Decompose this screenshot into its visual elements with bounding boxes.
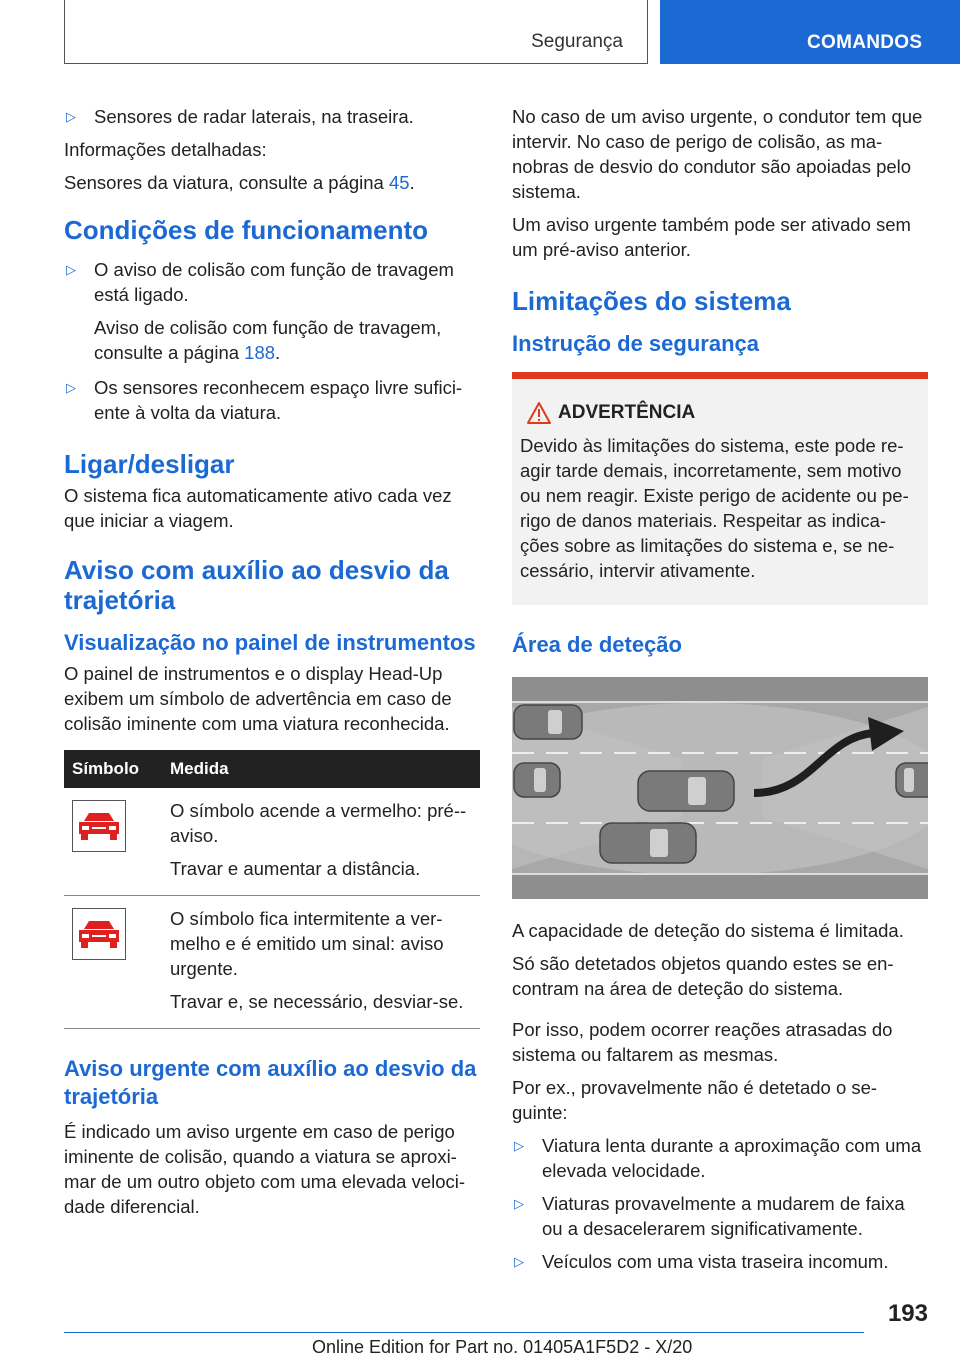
right-column	[512, 104, 928, 1282]
triangle-right-icon: ▷	[66, 109, 76, 124]
header-section-box	[64, 0, 648, 64]
header-chapter-tab[interactable]	[660, 0, 960, 64]
area-text-2: Só são detetados objetos quando estes se en‐contram na área de deteção do sistema.	[512, 953, 894, 999]
heading-limits: Limitações do sistema	[512, 286, 791, 316]
heading-conditions: Condições de funcionamento	[64, 215, 429, 245]
area-text-3: Por isso, podem ocorrer reações atrasadas do sistema ou faltarem as mesmas.	[512, 1019, 893, 1065]
triangle-right-icon: ▷	[66, 262, 76, 277]
page-link[interactable]: 188	[244, 342, 276, 363]
footer-divider	[64, 1332, 864, 1333]
area-text-1: A capacidade de deteção do sistema é limitada.	[512, 920, 904, 941]
intro-text-2: Um aviso urgente também pode ser ativado sem um pré-aviso anterior.	[512, 214, 911, 260]
heading-onoff: Ligar/desligar	[64, 449, 235, 479]
car-front-icon	[72, 800, 126, 852]
footer-edition: Online Edition for Part no. 01405A1F5D2 - X/20	[312, 1337, 693, 1357]
display-text: O painel de instrumentos e o display Head-Up exibem um símbolo de advertência em caso de colisão iminente com uma viatura reconhecida.	[64, 663, 452, 734]
warning-bar	[512, 372, 928, 379]
list-item-subtext: Aviso de colisão com função de travagem, consulte a página 188.	[94, 317, 442, 363]
list-item: ▷ Veículos com uma vista traseira incomum.	[514, 1251, 889, 1272]
table-cell-symbol	[64, 788, 162, 896]
table-row	[64, 788, 480, 896]
list-item: ▷ Sensores de radar laterais, na traseira.	[66, 106, 414, 127]
column-header-action: Medida	[162, 750, 480, 788]
triangle-right-icon: ▷	[514, 1138, 524, 1153]
car-front-icon	[72, 908, 126, 960]
symbol-table	[64, 750, 480, 1029]
heading-safety: Instrução de segurança	[512, 331, 759, 356]
detection-area-illustration	[512, 677, 928, 904]
list-item: ▷ O aviso de colisão com função de travagem está ligado.	[66, 259, 454, 305]
table-cell-action: O símbolo fica intermitente a ver‐melho e é emitido um sinal: aviso urgente. Travar e, se necessário, desviar-se.	[162, 896, 480, 1029]
warning-box	[512, 372, 928, 605]
warning-triangle-icon	[526, 401, 552, 432]
list-item: ▷ Os sensores reconhecem espaço livre sufici‐ente à volta da viatura.	[66, 377, 463, 423]
onoff-text: O sistema fica automaticamente ativo cada vez que iniciar a viagem.	[64, 485, 452, 531]
table-row	[64, 896, 480, 1029]
detail-text: Sensores da viatura, consulte a página 45.	[64, 172, 415, 193]
left-column	[64, 104, 480, 1227]
triangle-right-icon: ▷	[514, 1196, 524, 1211]
list-item: ▷ Viaturas provavelmente a mudarem de faixa ou a desacelerarem significativamente.	[514, 1193, 905, 1239]
intro-text-1: No caso de um aviso urgente, o condutor tem que intervir. No caso de perigo de colisão, as ma‐nobras de desvio do condutor são apoiadas pelo sistema.	[512, 106, 923, 202]
urgent-text: É indicado um aviso urgente em caso de perigo iminente de colisão, quando a viatura se aproxi‐mar de um outro objeto com uma elevada veloci‐dade diferencial.	[64, 1121, 466, 1217]
triangle-right-icon: ▷	[514, 1254, 524, 1269]
triangle-right-icon: ▷	[66, 380, 76, 395]
heading-urgent: Aviso urgente com auxílio ao desvio da trajetória	[64, 1056, 477, 1109]
warning-text: Devido às limitações do sistema, este pode re‐agir tarde demais, incorretamente, sem motivo ou nem reagir. Existe perigo de acidente ou pe‐rigo de danos materiais. Respeitar as indica‐ções sobre as limitações do sistema e, se ne‐cessário, intervir ativamente.	[520, 435, 909, 581]
table-header-row	[64, 750, 480, 788]
table-cell-symbol	[64, 896, 162, 1029]
heading-display: Visualização no painel de instrumentos	[64, 630, 476, 655]
table-cell-action: O símbolo acende a vermelho: pré‐-aviso. Travar e aumentar a distância.	[162, 788, 480, 896]
page-number: 193	[887, 1300, 928, 1327]
list-item: ▷ Viatura lenta durante a aproximação com uma elevada velocidade.	[514, 1135, 922, 1181]
heading-area: Área de deteção	[512, 632, 682, 657]
area-text-4: Por ex., provavelmente não é detetado o se‐guinte:	[512, 1077, 878, 1123]
page-link[interactable]: 45	[389, 172, 410, 193]
column-header-symbol: Símbolo	[64, 750, 162, 788]
heading-warning: Aviso com auxílio ao desvio da trajetória	[64, 555, 449, 615]
header-section-label: Segurança	[531, 31, 623, 52]
detail-label: Informações detalhadas:	[64, 139, 267, 160]
warning-title: ADVERTÊNCIA	[558, 401, 920, 425]
header-chapter-label: COMANDOS	[807, 32, 923, 53]
